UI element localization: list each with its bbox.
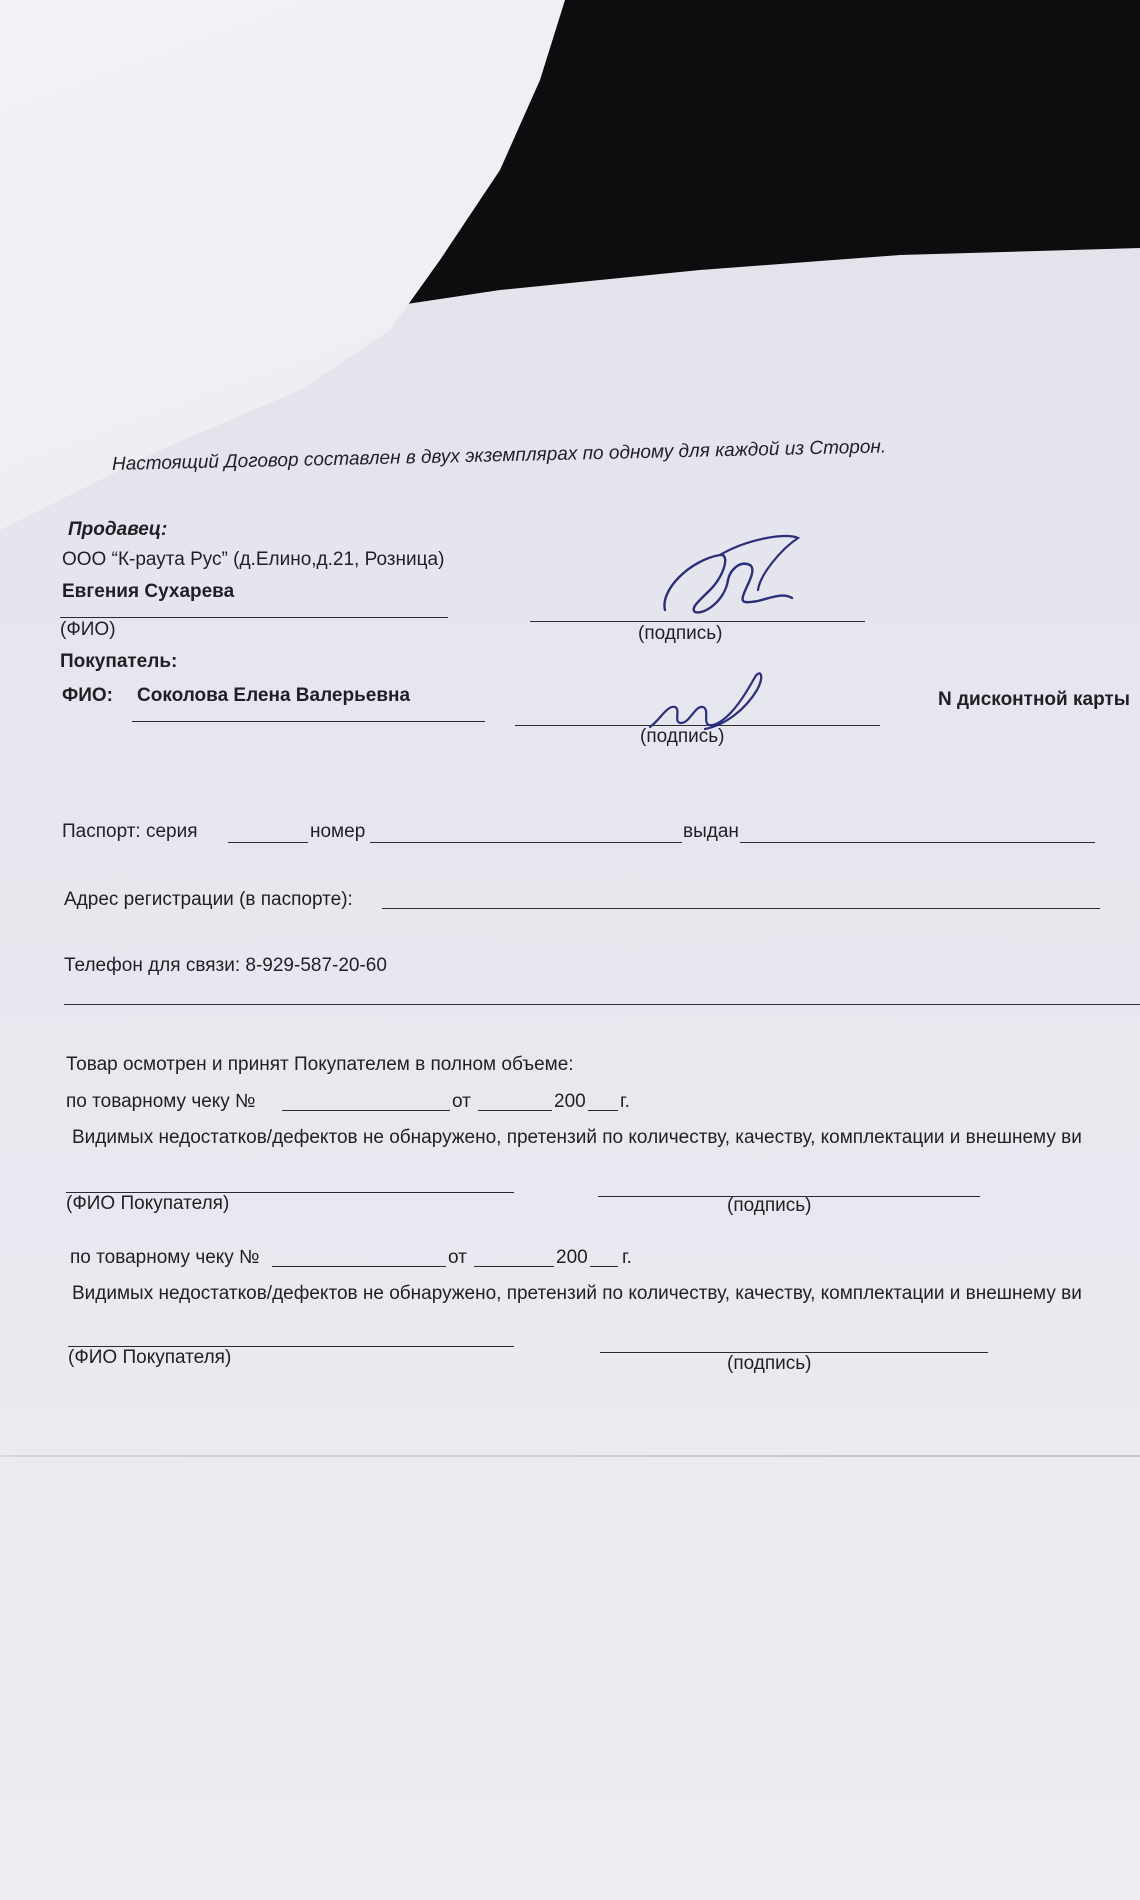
goods-accepted-line: Товар осмотрен и принят Покупателем в полном объеме: <box>66 1054 574 1075</box>
passport-number-line <box>370 842 682 843</box>
seller-signature-label: (подпись) <box>638 623 723 644</box>
receipt-1-from-label: от <box>452 1091 471 1112</box>
buyer-signature <box>645 665 775 735</box>
receipt-2-number-line <box>272 1266 446 1267</box>
seller-signature-line <box>530 621 865 622</box>
passport-series-label: Паспорт: серия <box>62 821 198 842</box>
buyer-fio-prefix: ФИО: <box>62 685 113 706</box>
seller-signature <box>650 520 810 620</box>
buyer-fio-line <box>132 721 485 722</box>
receipt-1-number-line <box>282 1110 450 1111</box>
seller-fio-label: (ФИО) <box>60 619 116 640</box>
buyer-fio-1-label: (ФИО Покупателя) <box>66 1193 230 1214</box>
phone-label: Телефон для связи: 8-929-587-20-60 <box>64 955 387 976</box>
address-label: Адрес регистрации (в паспорте): <box>64 889 353 910</box>
buyer-heading: Покупатель: <box>60 651 178 672</box>
passport-number-label: номер <box>310 821 366 842</box>
seller-heading: Продавец: <box>68 519 168 540</box>
receipt-2-from-label: от <box>448 1247 467 1268</box>
buyer-signature-2-label: (подпись) <box>727 1353 812 1374</box>
receipt-1-year-prefix: 200 <box>554 1091 586 1112</box>
buyer-name: Соколова Елена Валерьевна <box>137 685 411 706</box>
receipt-1-year-line <box>588 1110 618 1111</box>
seller-name: Евгения Сухарева <box>62 581 235 602</box>
receipt-2-year-prefix: 200 <box>556 1247 588 1268</box>
defects-note-1: Видимых недостатков/дефектов не обнаружено, претензий по количеству, качеству, комплектации и внешнему ви <box>72 1127 1082 1148</box>
receipt-1-label: по товарному чеку № <box>66 1091 256 1112</box>
buyer-signature-label: (подпись) <box>640 726 725 747</box>
receipt-1-date-line <box>478 1110 552 1111</box>
receipt-2-date-line <box>474 1266 554 1267</box>
address-line <box>382 908 1100 909</box>
intro-line: Настоящий Договор составлен в двух экземплярах по одному для каждой из Сторон. <box>111 436 887 475</box>
receipt-2-year-suffix: г. <box>622 1247 632 1268</box>
passport-issued-label: выдан <box>683 821 739 842</box>
passport-series-line <box>228 842 308 843</box>
discount-card-label: N дисконтной карты <box>938 689 1130 710</box>
receipt-2-year-line <box>590 1266 618 1267</box>
receipt-1-year-suffix: г. <box>620 1091 630 1112</box>
seller-company: ООО “К-раута Рус” (д.Елино,д.21, Розница) <box>62 549 445 570</box>
buyer-fio-2-label: (ФИО Покупателя) <box>68 1347 232 1368</box>
receipt-2-label: по товарному чеку № <box>70 1247 260 1268</box>
defects-note-2: Видимых недостатков/дефектов не обнаружено, претензий по количеству, качеству, комплектации и внешнему ви <box>72 1283 1082 1304</box>
phone-line <box>64 1004 1140 1005</box>
passport-issued-line <box>740 842 1095 843</box>
seller-fio-line <box>60 617 448 618</box>
buyer-signature-1-label: (подпись) <box>727 1195 812 1216</box>
